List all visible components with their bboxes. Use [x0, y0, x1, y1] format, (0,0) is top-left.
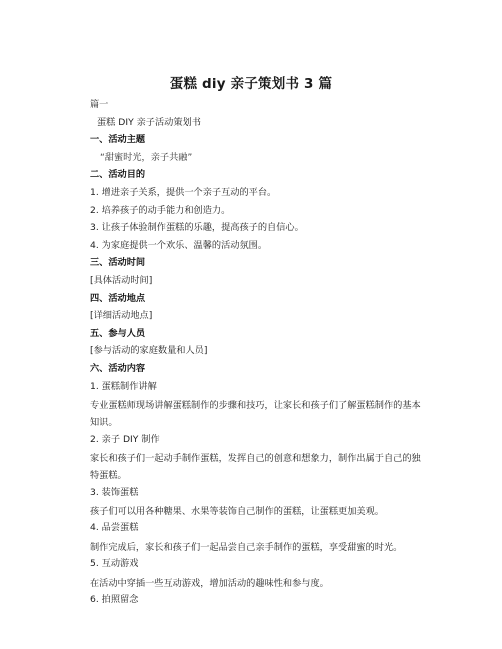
content-item-text: 制作完成后，家长和孩子们一起品尝自己亲手制作的蛋糕，享受甜蜜的时光。 [90, 541, 403, 553]
content-item-text: 孩子们可以用各种糖果、水果等装饰自己制作的蛋糕，让蛋糕更加美观。 [90, 506, 384, 518]
time-text: [具体活动时间] [90, 274, 153, 286]
section-heading-theme: 一、活动主题 [90, 134, 146, 146]
place-text: [详细活动地点] [90, 310, 153, 322]
theme-text: “甜蜜时光，亲子共融” [100, 151, 193, 163]
purpose-item: 2. 培养孩子的动手能力和创造力。 [90, 204, 231, 216]
content-item-title: 6. 拍照留念 [90, 593, 139, 605]
content-item-text: 家长和孩子们一起动手制作蛋糕，发挥自己的创意和想象力，制作出属于自己的独特蛋糕。 [90, 453, 421, 482]
document-title: 蛋糕 diy 亲子策划书 3 篇 [169, 76, 333, 92]
content-item-title: 5. 互动游戏 [90, 558, 139, 570]
content-item-text: 专业蛋糕师现场讲解蛋糕制作的步骤和技巧，让家长和孩子们了解蛋糕制作的基本知识。 [90, 400, 421, 429]
content-item-title: 3. 装饰蛋糕 [90, 486, 139, 498]
content-item-title: 4. 品尝蛋糕 [90, 522, 139, 534]
purpose-item: 4. 为家庭提供一个欢乐、温馨的活动氛围。 [90, 239, 268, 251]
purpose-item: 1. 增进亲子关系，提供一个亲子互动的平台。 [90, 186, 277, 198]
section-heading-people: 五、参与人员 [90, 327, 146, 339]
section-heading-time: 三、活动时间 [90, 257, 146, 269]
document-subtitle: 蛋糕 DIY 亲子活动策划书 [97, 116, 201, 128]
section-heading-place: 四、活动地点 [90, 292, 146, 304]
content-item-title: 1. 蛋糕制作讲解 [90, 380, 157, 392]
purpose-item: 3. 让孩子体验制作蛋糕的乐趣，提高孩子的自信心。 [90, 222, 304, 234]
people-text: [参与活动的家庭数量和人员] [90, 345, 208, 357]
content-item-text: 在活动中穿插一些互动游戏，增加活动的趣味性和参与度。 [90, 577, 329, 589]
content-item-title: 2. 亲子 DIY 制作 [90, 433, 160, 445]
section-heading-content: 六、活动内容 [90, 362, 146, 374]
section-heading-purpose: 二、活动目的 [90, 169, 146, 181]
part-label: 篇一 [90, 99, 109, 110]
document-body [90, 98, 420, 610]
